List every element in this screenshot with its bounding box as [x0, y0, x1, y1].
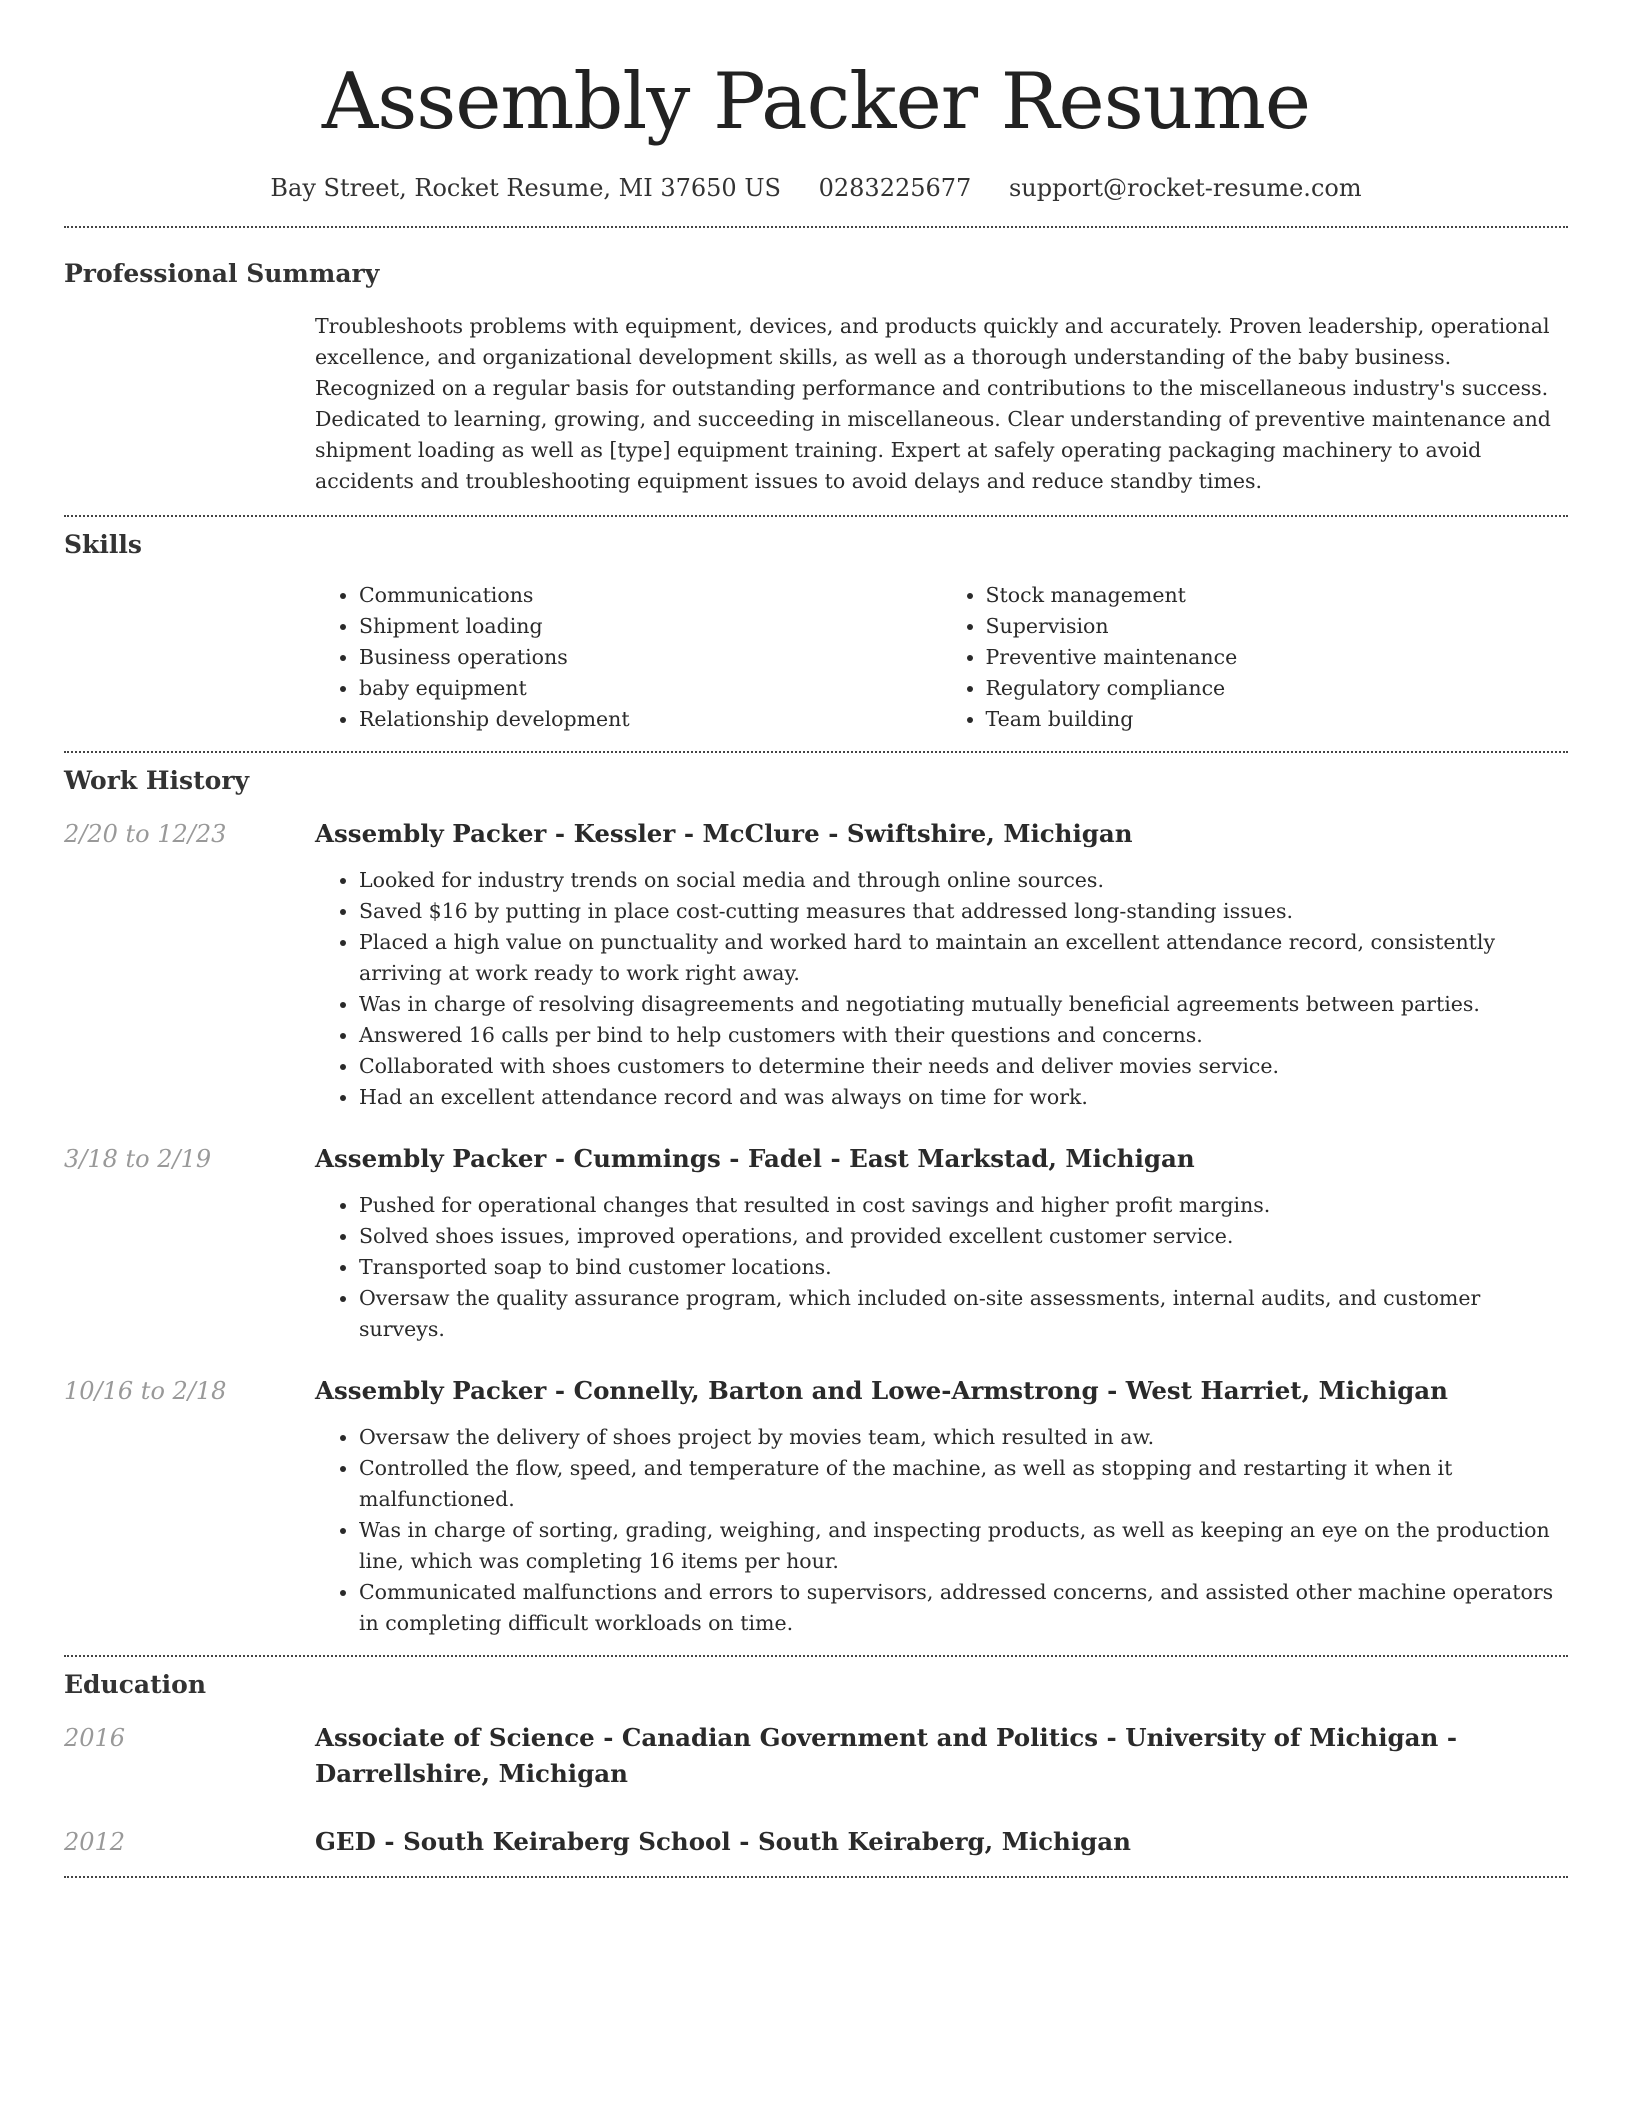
skills-list-left	[315, 580, 942, 735]
section-heading-education: Education	[64, 1670, 207, 1699]
education-year: 2016	[64, 1724, 126, 1752]
resume-title: Assembly Packer Resume	[321, 57, 1311, 147]
job-bullet: • Transported soap to bind customer locations.	[359, 1252, 1568, 1283]
job-bullet: • Saved $16 by putting in place cost-cutting measures that addressed long-standing issues.	[359, 896, 1568, 927]
job-bullet: • Oversaw the delivery of shoes project by movies team, which resulted in aw.	[359, 1422, 1568, 1453]
job-title: Assembly Packer - Kessler - McClure - Swiftshire, Michigan	[315, 819, 1133, 848]
job-bullet: • Was in charge of resolving disagreements and negotiating mutually beneficial agreements between parties.	[359, 989, 1568, 1020]
divider-bottom	[64, 1876, 1568, 1878]
section-heading-skills: Skills	[64, 530, 142, 559]
education-year: 2012	[64, 1828, 126, 1856]
job-bullet: • Pushed for operational changes that resulted in cost savings and higher profit margins.	[359, 1190, 1568, 1221]
job-bullet: • Collaborated with shoes customers to determine their needs and deliver movies service.	[359, 1051, 1568, 1082]
skill-item: • Communications	[359, 580, 942, 611]
education-title	[315, 1720, 1565, 1792]
skill-item: • Stock management	[986, 580, 1569, 611]
job-bullet: • Had an excellent attendance record and was always on time for work.	[359, 1082, 1568, 1113]
job-dates: 2/20 to 12/23	[64, 820, 227, 848]
section-heading-work: Work History	[64, 766, 250, 795]
contact-line	[64, 172, 1568, 204]
job-bullets	[315, 865, 1568, 1113]
job-entry	[64, 1373, 1568, 1639]
skills-list-right	[942, 580, 1569, 735]
summary-text: Troubleshoots problems with equipment, devices, and products quickly and accurately. Proven leadership, operational excellence, and organizational development skills, as well as a thorough understanding of the baby business. Recognized on a regular basis for outstanding performance and contributions to the miscellaneous industry's success. Dedicated to learning, growing, and succeeding in miscellaneous. Clear understanding of preventive maintenance and shipment loading as well as [type] equipment training. Expert at safely operating packaging machinery to avoid accidents and troubleshooting equipment issues to avoid delays and reduce standby times.	[315, 314, 1551, 493]
education-entry	[64, 1824, 1568, 1860]
job-title: Assembly Packer - Cummings - Fadel - East Markstad, Michigan	[315, 1144, 1195, 1173]
section-professional-summary	[64, 228, 1568, 497]
skill-item: • baby equipment	[359, 673, 942, 704]
skill-item: • Team building	[986, 704, 1569, 735]
section-work-history	[64, 753, 1568, 1639]
education-school: - University of Michigan - Darrellshire, Michigan	[315, 1723, 1458, 1788]
contact-phone: 0283225677	[818, 174, 972, 202]
job-bullet: • Communicated malfunctions and errors to supervisors, addressed concerns, and assisted other machine operators in completing difficult workloads on time.	[359, 1577, 1568, 1639]
skill-item: • Preventive maintenance	[986, 642, 1569, 673]
job-bullet: • Controlled the flow, speed, and temperature of the machine, as well as stopping and restarting it when it malfunctioned.	[359, 1453, 1568, 1515]
job-entry	[64, 816, 1568, 1113]
contact-address: Bay Street, Rocket Resume, MI 37650 US	[270, 174, 781, 202]
job-dates: 10/16 to 2/18	[64, 1377, 227, 1405]
skill-item: • Regulatory compliance	[986, 673, 1569, 704]
job-title: Assembly Packer - Connelly, Barton and Lowe-Armstrong - West Harriet, Michigan	[315, 1376, 1448, 1405]
job-dates: 3/18 to 2/19	[64, 1145, 212, 1173]
job-bullet: • Was in charge of sorting, grading, weighing, and inspecting products, as well as keeping an eye on the production line, which was completing 16 items per hour.	[359, 1515, 1568, 1577]
skill-item: • Relationship development	[359, 704, 942, 735]
job-bullet: • Looked for industry trends on social media and through online sources.	[359, 865, 1568, 896]
section-heading-summary: Professional Summary	[64, 259, 380, 288]
education-title	[315, 1824, 1565, 1860]
job-bullets	[315, 1422, 1568, 1639]
section-skills	[64, 517, 1568, 735]
skill-item: • Business operations	[359, 642, 942, 673]
job-bullets	[315, 1190, 1568, 1345]
section-education	[64, 1657, 1568, 1860]
skill-item: • Shipment loading	[359, 611, 942, 642]
contact-email: support@rocket-resume.com	[1008, 174, 1362, 202]
education-entry	[64, 1720, 1568, 1792]
education-degree: Associate of Science - Canadian Government and Politics	[315, 1723, 1099, 1752]
skill-item: • Supervision	[986, 611, 1569, 642]
job-bullet: • Placed a high value on punctuality and worked hard to maintain an excellent attendance record, consistently arriving at work ready to work right away.	[359, 927, 1568, 989]
job-bullet: • Solved shoes issues, improved operations, and provided excellent customer service.	[359, 1221, 1568, 1252]
education-school: GED - South Keiraberg School - South Keiraberg, Michigan	[315, 1827, 1131, 1856]
job-bullet: • Answered 16 calls per bind to help customers with their questions and concerns.	[359, 1020, 1568, 1051]
job-entry	[64, 1141, 1568, 1345]
job-bullet: • Oversaw the quality assurance program, which included on-site assessments, internal audits, and customer surveys.	[359, 1283, 1568, 1345]
